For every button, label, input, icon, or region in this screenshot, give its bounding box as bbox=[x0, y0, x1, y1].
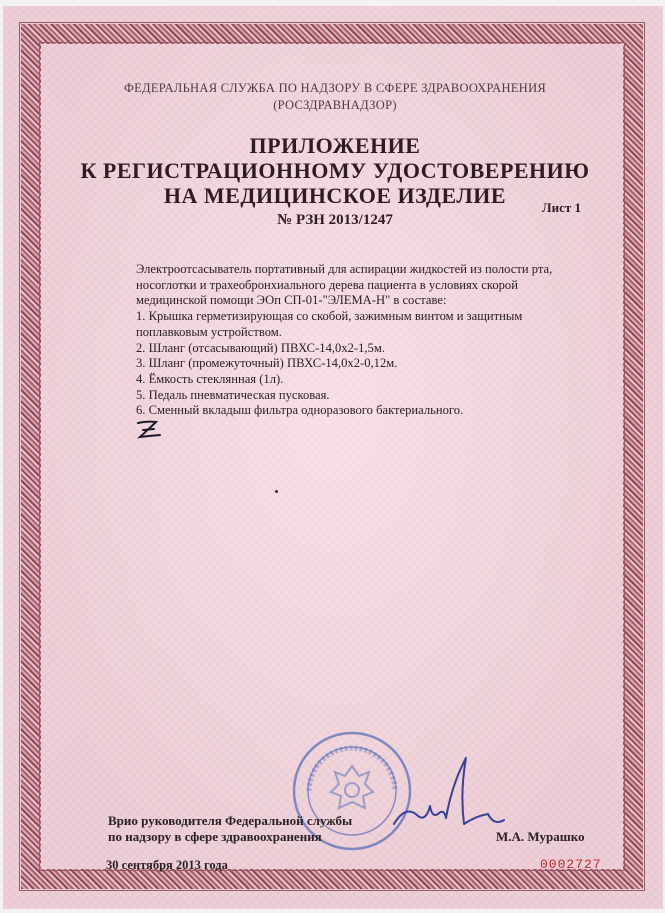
end-of-list-z-mark bbox=[134, 417, 164, 443]
issue-date: 30 сентября 2013 года bbox=[106, 858, 228, 872]
agency-abbrev: (РОСЗДРАВНАДЗОР) bbox=[273, 98, 397, 112]
intro-line: носоглотки и трахеобронхиального дерева пациента в условиях скорой bbox=[136, 277, 518, 292]
list-item: 3. Шланг (промежуточный) ПВХС-14,0х2-0,12м. bbox=[136, 356, 398, 371]
title-line-2: К РЕГИСТРАЦИОННОМУ УДОСТОВЕРЕНИЮ bbox=[80, 158, 590, 183]
list-item: 6. Сменный вкладыш фильтра одноразового бактериального. bbox=[136, 403, 464, 418]
serial-number: 0002727 bbox=[540, 857, 602, 872]
signatory-name: М.А. Мурашко bbox=[496, 829, 585, 844]
list-item: 2. Шланг (отсасывающий) ПВХС-14,0х2-1,5м. bbox=[136, 340, 385, 355]
intro-line: Электроотсасыватель портативный для аспирации жидкостей из полости рта, bbox=[136, 262, 553, 276]
title-line-1: ПРИЛОЖЕНИЕ bbox=[249, 133, 421, 158]
intro-line: медицинской помощи ЭОп СП-01-"ЭЛЕМА-Н" в составе: bbox=[136, 293, 447, 308]
list-item: 4. Ёмкость стеклянная (1л). bbox=[136, 371, 284, 386]
title-line-3: НА МЕДИЦИНСКОЕ ИЗДЕЛИЕ bbox=[163, 183, 507, 208]
ink-dot bbox=[275, 490, 278, 493]
list-item: поплавковым устройством. bbox=[136, 324, 282, 339]
position-line: Врио руководителя Федеральной службы bbox=[108, 813, 353, 828]
agency-name: ФЕДЕРАЛЬНАЯ СЛУЖБА ПО НАДЗОРУ В СФЕРЕ ЗДРАВООХРАНЕНИЯ bbox=[123, 81, 547, 95]
device-description bbox=[136, 262, 586, 419]
sheet-number: Лист 1 bbox=[541, 200, 581, 215]
list-item: 5. Педаль пневматическая пусковая. bbox=[136, 387, 330, 402]
signatory-position bbox=[108, 813, 352, 845]
position-line: по надзору в сфере здравоохранения bbox=[108, 829, 322, 844]
registration-number: № РЗН 2013/1247 bbox=[277, 212, 393, 228]
list-item: 1. Крышка герметизирующая со скобой, зажимным винтом и защитным bbox=[136, 309, 523, 324]
certificate-sheet bbox=[3, 6, 663, 909]
